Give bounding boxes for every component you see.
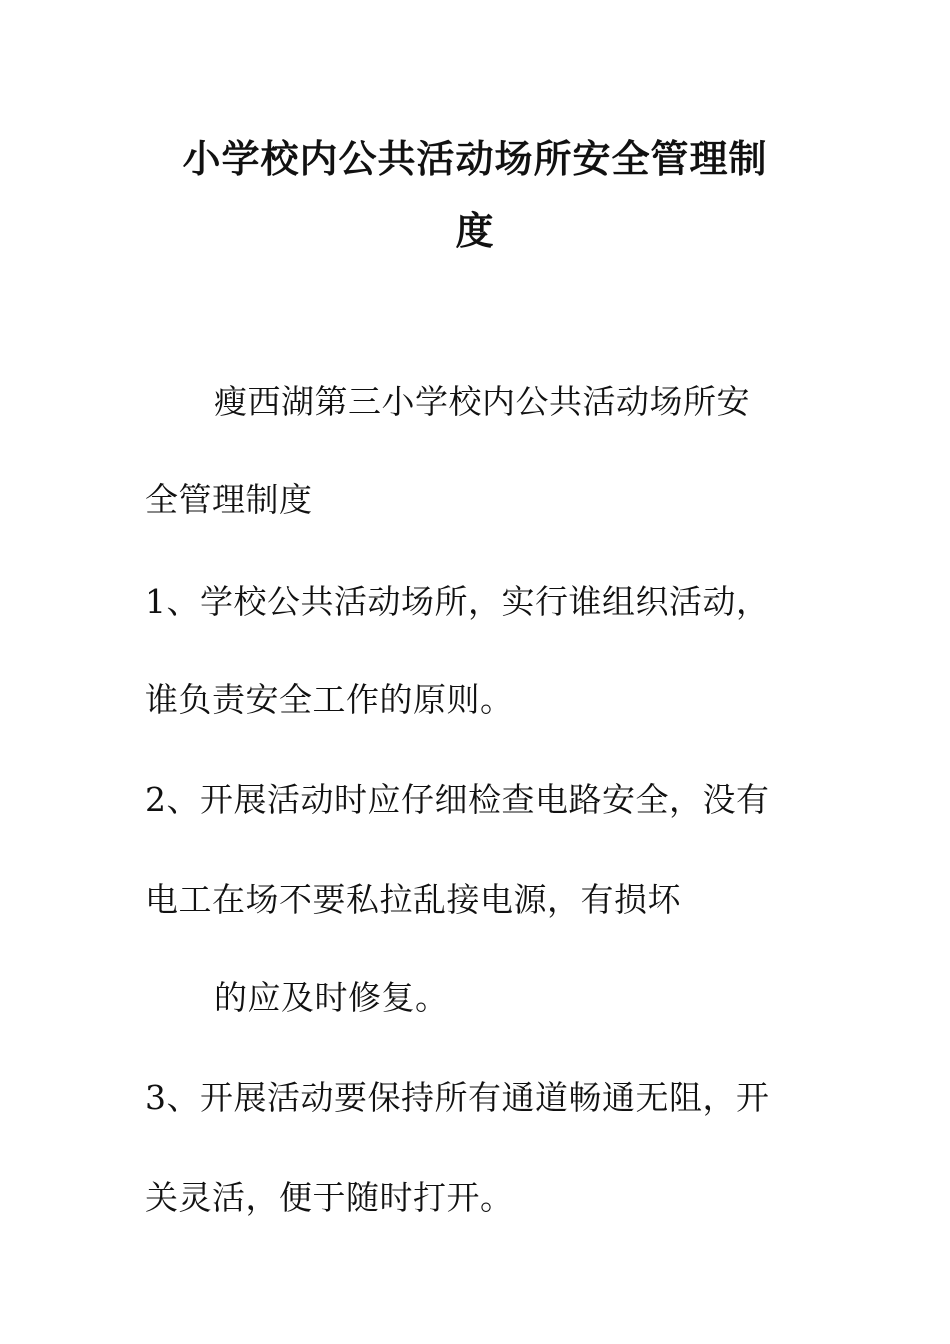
body-line: 2、开展活动时应仔细检查电路安全，没有 — [145, 780, 770, 819]
body-line: 全管理制度 — [145, 480, 313, 519]
body-line: 瘦西湖第三小学校内公共活动场所安 — [214, 382, 750, 421]
body-line: 谁负责安全工作的原则。 — [145, 680, 514, 719]
document-title-line-1: 小学校内公共活动场所安全管理制 — [182, 137, 768, 181]
document-title-line-2: 度 — [455, 209, 495, 253]
body-line: 1、学校公共活动场所，实行谁组织活动， — [145, 582, 770, 621]
body-line: 电工在场不要私拉乱接电源，有损坏 — [145, 880, 681, 919]
body-line: 的应及时修复。 — [214, 978, 449, 1017]
body-line: 关灵活，便于随时打开。 — [145, 1178, 514, 1217]
body-line: 3、开展活动要保持所有通道畅通无阻，开 — [145, 1078, 770, 1117]
